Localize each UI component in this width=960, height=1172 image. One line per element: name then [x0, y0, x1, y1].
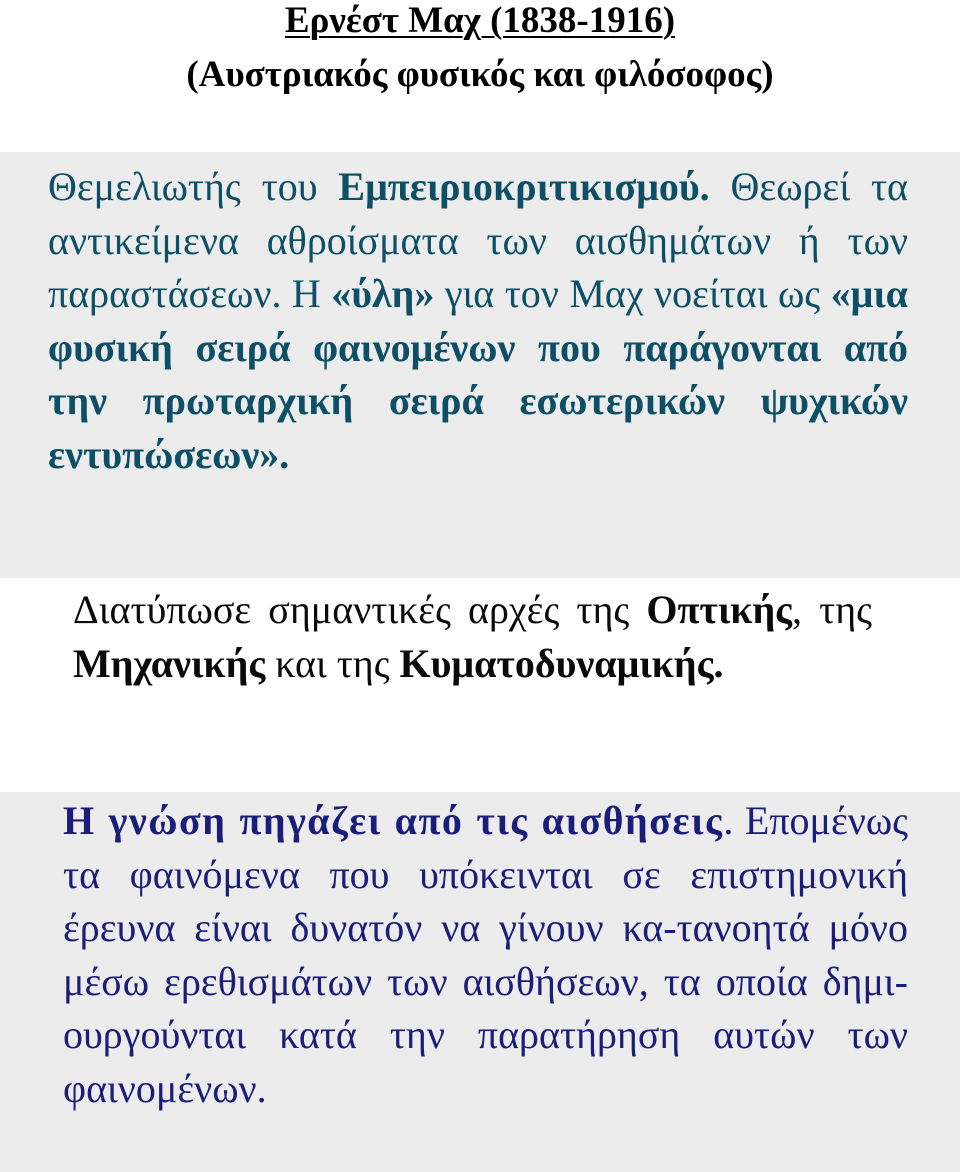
text-founder: Θεμελιωτής του	[48, 164, 339, 209]
text-comma-of: , της	[792, 587, 872, 632]
text-optics: Οπτικής	[646, 587, 793, 632]
text-phenomena-research: . Επομένως τα φαινόμενα που υπόκεινται σε επιστημονική έρευνα είναι δυνατόν να γίνουν κα-τανοητά μόνο μέσω ερεθισμάτων των αισθήσεων, τα οποία δημι-ουργούνται κατά την παρατήρηση αυτών των φαινομένων.	[63, 798, 909, 1111]
text-objects-sensations: Θεωρεί τα αντικείμενα αθροίσματα των αισθημάτων ή των παραστάσεων. Η	[48, 164, 908, 316]
section-principles-paragraph	[73, 583, 872, 690]
text-and-of: και της	[265, 640, 400, 686]
text-empiriocriticism: Εμπειριοκριτικισμού.	[338, 164, 710, 209]
section-empiriocriticism	[0, 152, 960, 578]
text-formulated: Διατύπωσε σημαντικές αρχές της	[73, 587, 647, 632]
section-knowledge-paragraph	[63, 794, 908, 1115]
section-principles	[0, 578, 960, 790]
text-knowledge-senses: Η γνώση πηγάζει από τις αισθήσεις	[63, 798, 724, 843]
page-subtitle: (Αυστριακός φυσικός και φιλόσοφος)	[186, 54, 774, 95]
text-matter: «ύλη»	[331, 271, 435, 316]
section-knowledge	[0, 792, 960, 1172]
slide-header	[0, 0, 960, 96]
text-for-mach: για τον Μαχ νοείται ως	[434, 271, 831, 316]
section-empiriocriticism-paragraph	[48, 160, 908, 481]
text-mechanics: Μηχανικής	[73, 640, 266, 686]
text-matter-definition: «μια φυσική σειρά φαινομένων που παράγονται από την πρωταρχική σειρά εσωτερικών ψυχικών εντυπώσεων».	[48, 271, 908, 477]
page-title: Ερνέστ Μαχ (1838-1916)	[284, 0, 676, 41]
text-wave-dynamics: Κυματοδυναμικής.	[399, 640, 724, 686]
